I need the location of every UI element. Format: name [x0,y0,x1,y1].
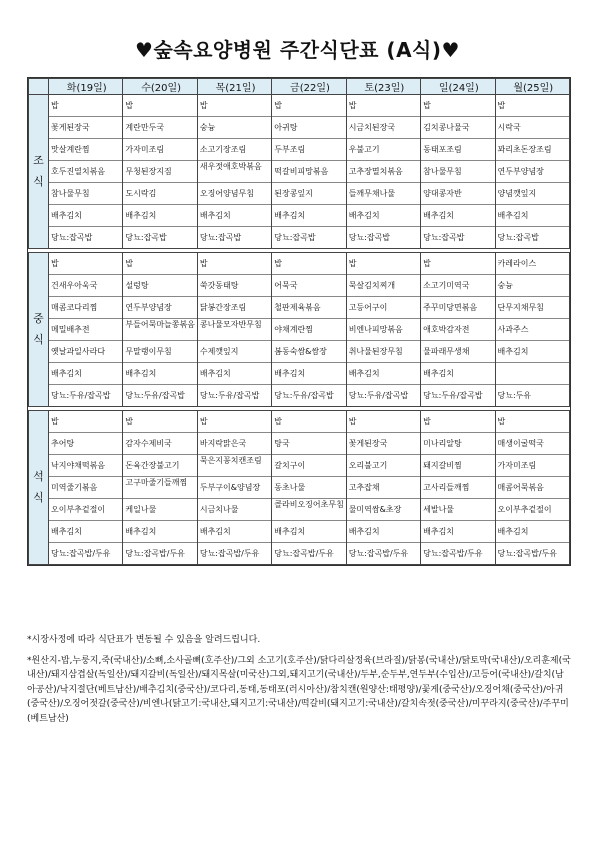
menu-item: 밥 [421,95,494,117]
header-row [29,79,570,95]
menu-item: 닭봉간장조림 [198,297,271,319]
menu-item: 주꾸미당면볶음 [421,297,494,319]
menu-item: 밥 [49,411,122,433]
day-menu-cell [495,411,569,565]
menu-item: 배추김치 [347,521,420,543]
menu-item: 두부구이&양념장 [198,477,271,499]
menu-item: 고추잡채 [347,477,420,499]
menu-item: 당뇨:잡곡밥 [199,233,242,242]
menu-item: 시금치나물 [198,499,271,521]
menu-item: 새우젓애호박볶음 [198,161,271,183]
meal-row [29,411,570,565]
menu-item: 당뇨:잡곡밥 [274,233,316,242]
menu-item: 당뇨:잡곡밥 [497,233,539,242]
menu-item: 참나물무침 [421,161,494,183]
menu-item: 밥 [198,411,271,433]
day-menu-cell [49,253,123,407]
menu-item: 시금치된장국 [347,117,420,139]
menu-item: 배추김치 [198,205,271,227]
menu-item: 배추김치 [49,521,122,543]
menu-item: 당뇨:잡곡밥/두유 [274,549,334,558]
menu-item: 밥 [198,95,271,117]
day-menu-cell [123,411,197,565]
menu-item: 밥 [198,253,271,275]
menu-item: 당뇨:잡곡밥/두유 [497,549,558,558]
menu-item: 양념깻잎지 [496,183,569,205]
menu-item: 꽈리초돈장조림 [496,139,569,161]
menu-item: 야채계란찜 [272,319,345,341]
menu-item: 수제깻잎지 [198,341,271,363]
menu-item: 연두부양념장 [123,297,196,319]
menu-item: 당뇨:두유 [497,391,532,400]
menu-item: 돈육간장불고기 [123,455,196,477]
day-header: 목(21일) [197,79,271,95]
menu-item: 밥 [347,253,420,275]
menu-item: 갈치구이 [272,455,345,477]
menu-item: 밥 [496,411,569,433]
day-menu-cell [346,411,420,565]
menu-item: 배추김치 [198,363,271,385]
day-menu-cell [49,411,123,565]
menu-item: 케일나물 [123,499,196,521]
day-menu-cell [421,253,495,407]
menu-item: 돼지갈비찜 [421,455,494,477]
menu-item: 설렁탕 [123,275,196,297]
notes [27,633,572,732]
menu-item: 밥 [272,253,345,275]
menu-item: 당뇨:두유/잡곡밥 [423,391,483,400]
menu-item: 당뇨:잡곡밥 [423,233,465,242]
menu-item: 당뇨:잡곡밥/두유 [199,549,260,558]
menu-item: 당뇨:두유/잡곡밥 [199,391,260,400]
corner-cell [29,79,49,95]
menu-item: 숭늉 [198,117,271,139]
menu-item: 애호박감자전 [421,319,494,341]
menu-item: 매콤어묵볶음 [496,477,569,499]
menu-item: 바지락맑은국 [198,433,271,455]
day-menu-cell [123,95,197,249]
menu-item: 밥 [123,253,196,275]
meal-label: 중 식 [29,253,49,407]
origin-text: *원산지-밥,누룽지,죽(국내산)/소뼈,소사골뼈(호주산)/그외 소고기(호주산)/닭다리살정육(브라질)/닭봉(국내산)/닭토막(국내산)/오리훈제(국내산)/돼지삼겹살(독일산)/돼지갈비(독일산)/돼지목살(미국산)그외,돼지고기(국내산)/두부,순두부,연두부(수입산)/고등어(국내산)/갈치(남아공산)/낙지절단(베트남산)/배추김치(중국산)/코다리,동태,동태포(러시아산)/참치캔(원양산:태평양)/꽃게(중국산)/오징어채(중국산)/아귀(중국산)/오징어젓갈(중국산)/비엔나(닭고기:국내산,돼지고기:국내산)/떡갈비(돼지고기:국내산)/갈치속젓(중국산)/미꾸라지(중국산)/주꾸미(베트남산) [27,655,571,724]
menu-item: 묵은지꽁치캔조림 [198,455,271,477]
menu-item: 배추김치 [496,205,569,227]
menu-item: 비엔나피망볶음 [347,319,420,341]
menu-item: 밥 [49,253,122,275]
menu-item: 묵살김치찌개 [347,275,420,297]
menu-item: 매콤코다리찜 [49,297,122,319]
menu-item: 김치콩나물국 [421,117,494,139]
menu-item: 들깨무채나물 [347,183,420,205]
menu-table [27,77,571,566]
menu-item: 배추김치 [198,521,271,543]
menu-item: 미역줄기볶음 [49,477,122,499]
day-menu-cell [272,253,346,407]
menu-item: 메밀배추전 [49,319,122,341]
menu-item: 추어탕 [49,433,122,455]
menu-item: 호두진열치볶음 [49,161,122,183]
menu-item: 밥 [272,95,345,117]
menu-item: 당뇨:잡곡밥 [125,233,167,242]
menu-item: 배추김치 [272,363,345,385]
menu-item: 꽃게된장국 [49,117,122,139]
day-menu-cell [197,95,271,249]
menu-item: 양대콩자반 [421,183,494,205]
day-menu-cell [421,411,495,565]
menu-item: 당뇨:잡곡밥/두유 [348,549,409,558]
day-header: 금(22일) [272,79,346,95]
menu-item: 옛날과일사라다 [49,341,122,363]
day-header: 화(19일) [49,79,123,95]
menu-item: 배추김치 [347,205,420,227]
menu-item: 당뇨:두유/잡곡밥 [348,391,409,400]
notice-text: *시장사정에 따라 식단표가 변동될 수 있음을 알려드립니다. [27,635,261,645]
menu-item: 밥 [49,95,122,117]
day-menu-cell [495,253,569,407]
menu-item: 배추김치 [49,363,122,385]
menu-item: 시락국 [496,117,569,139]
meal-row [29,253,570,407]
menu-item: 참나물무침 [49,183,122,205]
menu-item: 가자미조림 [496,455,569,477]
menu-item: 취나물된장무침 [347,341,420,363]
menu-item: 오징어양념무침 [198,183,271,205]
menu-item: 물미역쌈&초장 [347,499,420,521]
meal-row [29,95,570,249]
menu-item: 배추김치 [272,521,345,543]
day-menu-cell [49,95,123,249]
menu-item: 배추김치 [421,521,494,543]
menu-item: 도시락김 [123,183,196,205]
menu-item: 카레라이스 [496,253,569,275]
menu-item: 동태포조림 [421,139,494,161]
menu-item: 밥 [496,95,569,117]
menu-item: 감자수제비국 [123,433,196,455]
menu-item: 연두부양념장 [496,161,569,183]
day-menu-cell [346,253,420,407]
menu-item: 배추김치 [123,205,196,227]
menu-item: 소고기장조림 [198,139,271,161]
day-menu-cell [197,253,271,407]
menu-item: 탕국 [272,433,345,455]
menu-item: 배추김치 [347,363,420,385]
menu-item: 당뇨:두유/잡곡밥 [274,391,334,400]
menu-item: 아귀탕 [272,117,345,139]
menu-item: 계란만두국 [123,117,196,139]
meal-label: 조 식 [29,95,49,249]
day-menu-cell [495,95,569,249]
menu-item: 고등어구이 [347,297,420,319]
menu-item: 당뇨:두유/잡곡밥 [51,391,111,400]
menu-item: 밥 [347,95,420,117]
menu-item [496,363,569,385]
day-menu-cell [272,411,346,565]
menu-item: 낙지야채떡볶음 [49,455,122,477]
menu-item: 두부조림 [272,139,345,161]
meal-label: 석 식 [29,411,49,565]
menu-item: 배추김치 [496,521,569,543]
menu-item: 당뇨:잡곡밥/두유 [125,549,185,558]
menu-item: 당뇨:잡곡밥/두유 [423,549,483,558]
menu-item: 가자미조림 [123,139,196,161]
menu-item: 숭늉 [496,275,569,297]
menu-item: 배추김치 [123,363,196,385]
day-header: 토(23일) [346,79,420,95]
menu-item: 매생이굴떡국 [496,433,569,455]
menu-item: 당뇨:잡곡밥 [348,233,391,242]
menu-item: 배추김치 [421,205,494,227]
menu-item: 고구마줄기들깨찜 [123,477,196,499]
menu-item: 당뇨:잡곡밥/두유 [51,549,111,558]
day-menu-cell [197,411,271,565]
menu-item: 고사리들깨찜 [421,477,494,499]
menu-item: 배추김치 [123,521,196,543]
menu-item: 동초나물 [272,477,345,499]
menu-item: 당뇨:잡곡밥 [51,233,93,242]
menu-item: 봄동숙쌈&쌈장 [272,341,345,363]
menu-item: 어묵국 [272,275,345,297]
menu-item: 사과주스 [496,319,569,341]
day-menu-cell [346,95,420,249]
menu-item: 쑥갓동태탕 [198,275,271,297]
menu-item: 밥 [123,411,196,433]
menu-item: 밥 [272,411,345,433]
menu-item: 철판제육볶음 [272,297,345,319]
menu-item: 부들어묵마늘쫑볶음 [123,319,196,341]
menu-item: 배추김치 [49,205,122,227]
menu-item: 세발나물 [421,499,494,521]
menu-item: 물파래무생채 [421,341,494,363]
menu-item: 밥 [421,253,494,275]
day-menu-cell [272,95,346,249]
day-menu-cell [123,253,197,407]
menu-item: 무청된장지짐 [123,161,196,183]
menu-item: 밥 [123,95,196,117]
day-menu-cell [421,95,495,249]
menu-item: 무말랭이무침 [123,341,196,363]
day-header: 일(24일) [421,79,495,95]
menu-item: 배추김치 [272,205,345,227]
menu-item: 오리불고기 [347,455,420,477]
menu-item: 콜라비오징어초무침 [272,499,345,521]
menu-item: 된장콩잎지 [272,183,345,205]
menu-item: 밥 [347,411,420,433]
page-title: ♥숲속요양병원 주간식단표 (A식)♥ [135,38,460,62]
menu-item: 고추장멸치볶음 [347,161,420,183]
menu-item: 밥 [421,411,494,433]
menu-item: 꽃게된장국 [347,433,420,455]
menu-item: 소고기미역국 [421,275,494,297]
day-header: 수(20일) [123,79,197,95]
menu-item: 맛살계란찜 [49,139,122,161]
menu-item: 오이부추겉절이 [49,499,122,521]
menu-item: 오이부추겉절이 [496,499,569,521]
menu-item: 콩나물모자반무침 [198,319,271,341]
menu-item: 단무지채무침 [496,297,569,319]
menu-item: 배추김치 [496,341,569,363]
menu-item: 당뇨:두유/잡곡밥 [125,391,185,400]
day-header: 월(25일) [495,79,569,95]
menu-item: 미나리알탕 [421,433,494,455]
menu-item: 건새우아욱국 [49,275,122,297]
menu-item: 떡갈비피망볶음 [272,161,345,183]
menu-item: 우불고기 [347,139,420,161]
menu-item: 배추김치 [421,363,494,385]
